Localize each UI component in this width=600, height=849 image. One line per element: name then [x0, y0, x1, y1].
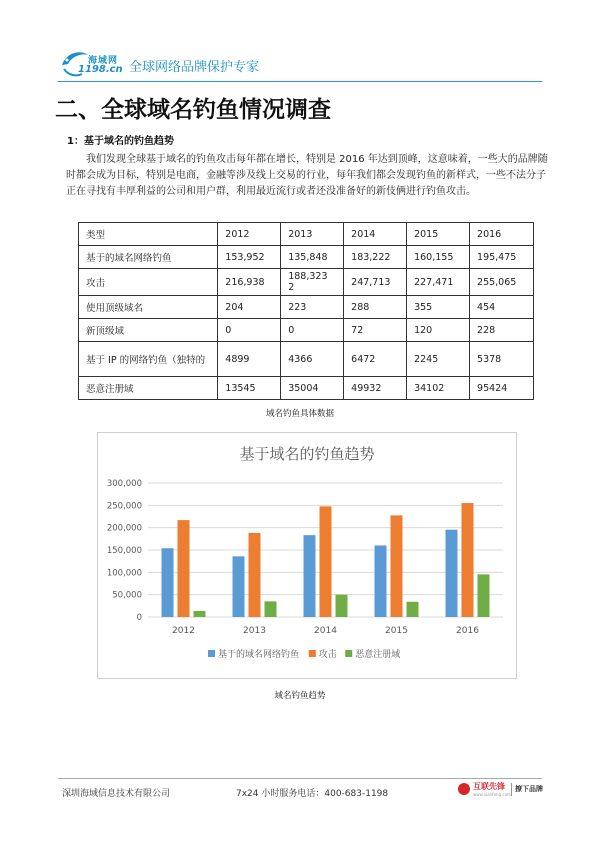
y-tick-label: 0: [136, 613, 142, 623]
table-row-label: 攻击: [79, 269, 218, 296]
y-tick-label: 100,000: [106, 568, 142, 579]
table-cell: 2245: [407, 342, 470, 377]
table-cell: 35004: [281, 377, 344, 400]
chart-bar: [178, 520, 190, 617]
x-tick-label: 2014: [314, 626, 337, 636]
y-tick-label: 300,000: [106, 479, 142, 489]
x-tick-label: 2012: [172, 626, 195, 636]
legend-swatch: [345, 650, 352, 657]
table-cell: 454: [470, 296, 534, 319]
table-row: [79, 377, 534, 400]
chart-canvas: [98, 433, 516, 678]
table-row: [79, 319, 534, 342]
chart-bar: [162, 548, 174, 617]
table-cell: 34102: [407, 377, 470, 400]
table-cell: 355: [407, 296, 470, 319]
legend-label: 恶意注册域: [355, 650, 401, 660]
table-cell: 0: [281, 319, 344, 342]
chart-bar: [249, 533, 261, 617]
table-cell: 120: [407, 319, 470, 342]
x-tick-label: 2015: [385, 626, 408, 636]
table-row: [79, 296, 534, 319]
table-cell: 255,065: [470, 269, 534, 296]
table-cell: 49932: [344, 377, 407, 400]
table-cell: 2016: [470, 223, 534, 246]
y-tick-label: 150,000: [106, 546, 142, 556]
chart-title: 基于域名的钓鱼趋势: [239, 445, 375, 463]
table-cell: 183,222: [344, 246, 407, 269]
header-slogan: 全球网络品牌保护专家: [129, 60, 260, 75]
footer-company: 深圳海域信息技术有限公司: [62, 789, 171, 799]
x-tick-label: 2016: [456, 626, 479, 636]
chart-bar: [194, 611, 206, 617]
table-cell: 204: [218, 296, 281, 319]
footer-logo-divider: [511, 783, 512, 796]
table-caption: 域名钓鱼具体数据: [265, 409, 334, 419]
table-cell: 4899: [218, 342, 281, 377]
chart-bar: [375, 545, 387, 617]
chart-caption: 域名钓鱼趋势: [274, 691, 326, 701]
table-cell: 13545: [218, 377, 281, 400]
logo-domain: 1198.cn: [78, 64, 123, 75]
table-row-label: 恶意注册域: [79, 377, 218, 400]
legend-label: 攻击: [318, 650, 337, 660]
chart-bar: [391, 515, 403, 617]
footer-phone: 7x24 小时服务电话：400-683-1198: [236, 789, 389, 799]
table-row: [79, 342, 534, 377]
table-cell: 4366: [281, 342, 344, 377]
chart-bar: [336, 595, 348, 617]
bar-chart: [97, 432, 517, 679]
table-row-label: 基于的域名网络钓鱼: [79, 246, 218, 269]
table-cell: 288: [344, 296, 407, 319]
table-row: [79, 246, 534, 269]
table-row: [79, 269, 534, 296]
table-cell: 160,155: [407, 246, 470, 269]
table-cell: 188,323 2: [281, 269, 344, 296]
data-table: [78, 222, 534, 400]
table-row-label: 类型: [79, 223, 218, 246]
subsection-title: 1：基于域名的钓鱼趋势: [67, 136, 174, 147]
table-cell: 2012: [218, 223, 281, 246]
x-tick-label: 2013: [243, 626, 266, 636]
table-row-label: 新顶级域: [79, 319, 218, 342]
table-cell: 95424: [470, 377, 534, 400]
table-header-row: [79, 223, 534, 246]
pioneer-logo-icon: [458, 783, 470, 795]
legend-label: 基于的域名网络钓鱼: [218, 650, 300, 660]
table-cell: 227,471: [407, 269, 470, 296]
footer-logo-sub: www.xianfeng.com: [473, 792, 511, 797]
site-header: [58, 47, 288, 79]
y-tick-label: 50,000: [112, 590, 142, 601]
table-cell: 135,848: [281, 246, 344, 269]
chart-bar: [320, 506, 332, 617]
table-cell: 216,938: [218, 269, 281, 296]
chart-bar: [304, 535, 316, 617]
table-cell: 195,475: [470, 246, 534, 269]
chart-bar: [265, 601, 277, 617]
table-cell: 228: [470, 319, 534, 342]
table-cell: 0: [218, 319, 281, 342]
table-cell: 2015: [407, 223, 470, 246]
table-cell: 6472: [344, 342, 407, 377]
logo-name: 海域网: [88, 56, 119, 66]
table-cell: 247,713: [344, 269, 407, 296]
chart-bar: [478, 574, 490, 617]
section-title: 二、全球域名钓鱼情况调查: [55, 96, 331, 123]
chart-bar: [446, 530, 458, 617]
table-cell: 153,952: [218, 246, 281, 269]
table-cell: 5378: [470, 342, 534, 377]
footer-logo-brand: 互联先锋: [473, 782, 505, 791]
table-cell: 2014: [344, 223, 407, 246]
table-cell: 2013: [281, 223, 344, 246]
legend-swatch: [208, 650, 215, 657]
footer-divider: [58, 778, 542, 779]
table-row-label: 基于 IP 的网络钓鱼（独特的: [79, 342, 218, 377]
chart-bar: [233, 556, 245, 617]
footer-logo-tag: 撩下品牌: [515, 785, 543, 793]
table-cell: 72: [344, 319, 407, 342]
chart-bar: [462, 503, 474, 617]
intro-paragraph: 我们发现全球基于域名的钓鱼攻击每年都在增长，特别是 2016 年达到顶峰，这意味着，一些大的品牌随时都会成为目标，特别是电商，金融等涉及线上交易的行业，每年我们都会发现钓鱼的新样式，一些不法分子正在寻找有丰厚利益的公司和用户群，利用最近流行或者还没准备好的新伎俩进行钓鱼攻击。: [66, 154, 548, 197]
table-row-label: 使用顶级域名: [79, 296, 218, 319]
footer-logo: [458, 780, 544, 800]
y-tick-label: 250,000: [106, 501, 142, 512]
y-tick-label: 200,000: [106, 523, 142, 534]
table-cell: 223: [281, 296, 344, 319]
legend-swatch: [309, 650, 316, 657]
header-divider: [58, 81, 542, 82]
chart-bar: [407, 602, 419, 617]
